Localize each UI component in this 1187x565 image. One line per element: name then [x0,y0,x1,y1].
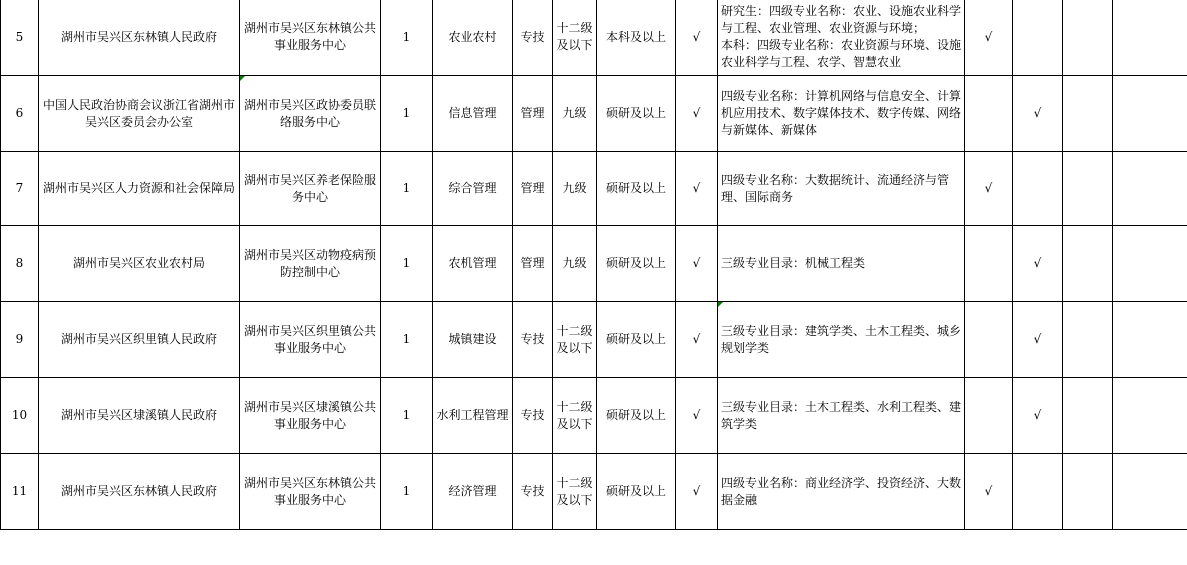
category-cell[interactable]: 管理 [513,226,553,302]
empty-cell[interactable] [1063,454,1113,530]
row-id[interactable]: 8 [1,226,39,302]
check-cell[interactable]: √ [676,0,718,76]
dept-cell[interactable]: 湖州市吴兴区农业农村局 [39,226,240,302]
mark-a-cell[interactable] [965,302,1013,378]
mark-b-cell[interactable]: √ [1013,76,1063,152]
level-cell[interactable]: 十二级及以下 [553,378,597,454]
row-id[interactable]: 7 [1,152,39,226]
level-cell[interactable]: 十二级及以下 [553,302,597,378]
mark-a-cell[interactable]: √ [965,454,1013,530]
level-cell[interactable]: 十二级及以下 [553,0,597,76]
education-cell[interactable]: 硕研及以上 [597,302,676,378]
education-cell[interactable]: 硕研及以上 [597,454,676,530]
education-cell[interactable]: 本科及以上 [597,0,676,76]
category-cell[interactable]: 管理 [513,76,553,152]
requirements-cell[interactable]: 研究生：四级专业名称：农业、设施农业科学与工程、农业管理、农业资源与环境； 本科：四级专业名称：农业资源与环境、设施农业科学与工程、农学、智慧农业 [718,0,965,76]
unit-cell[interactable]: 湖州市吴兴区动物疫病预防控制中心 [240,226,381,302]
unit-cell[interactable]: 湖州市吴兴区政协委员联络服务中心 [240,76,381,152]
empty-cell[interactable] [1063,302,1113,378]
check-cell[interactable]: √ [676,76,718,152]
requirements-cell[interactable]: 三级专业目录：土木工程类、水利工程类、建筑学类 [718,378,965,454]
table-row [1,76,1187,152]
empty-cell[interactable] [1063,76,1113,152]
mark-b-cell[interactable]: √ [1013,378,1063,454]
post-cell[interactable]: 综合管理 [433,152,513,226]
post-cell[interactable]: 水利工程管理 [433,378,513,454]
mark-b-cell[interactable]: √ [1013,226,1063,302]
row-id[interactable]: 6 [1,76,39,152]
requirements-cell[interactable]: 四级专业名称：计算机网络与信息安全、计算机应用技术、数字媒体技术、数字传媒、网络与新媒体、新媒体 [718,76,965,152]
empty-cell[interactable] [1113,226,1187,302]
education-cell[interactable]: 硕研及以上 [597,76,676,152]
mark-b-cell[interactable] [1013,0,1063,76]
count-cell[interactable]: 1 [381,226,433,302]
unit-cell[interactable]: 湖州市吴兴区东林镇公共事业服务中心 [240,0,381,76]
dept-cell[interactable]: 湖州市吴兴区埭溪镇人民政府 [39,378,240,454]
education-cell[interactable]: 硕研及以上 [597,378,676,454]
empty-cell[interactable] [1063,0,1113,76]
post-cell[interactable]: 信息管理 [433,76,513,152]
dept-cell[interactable]: 湖州市吴兴区东林镇人民政府 [39,454,240,530]
mark-a-cell[interactable]: √ [965,152,1013,226]
category-cell[interactable]: 专技 [513,454,553,530]
empty-cell[interactable] [1113,152,1187,226]
row-id[interactable]: 9 [1,302,39,378]
requirements-cell[interactable]: 三级专业目录：建筑学类、土木工程类、城乡规划学类 [718,302,965,378]
mark-a-cell[interactable] [965,226,1013,302]
row-id[interactable]: 5 [1,0,39,76]
mark-a-cell[interactable] [965,378,1013,454]
category-cell[interactable]: 专技 [513,302,553,378]
count-cell[interactable]: 1 [381,302,433,378]
mark-b-cell[interactable] [1013,152,1063,226]
check-cell[interactable]: √ [676,226,718,302]
unit-cell[interactable]: 湖州市吴兴区东林镇公共事业服务中心 [240,454,381,530]
row-id[interactable]: 10 [1,378,39,454]
level-cell[interactable]: 十二级及以下 [553,454,597,530]
post-cell[interactable]: 城镇建设 [433,302,513,378]
table-row [1,0,1187,76]
count-cell[interactable]: 1 [381,378,433,454]
unit-cell[interactable]: 湖州市吴兴区织里镇公共事业服务中心 [240,302,381,378]
empty-cell[interactable] [1113,302,1187,378]
check-cell[interactable]: √ [676,454,718,530]
count-cell[interactable]: 1 [381,454,433,530]
post-cell[interactable]: 农业农村 [433,0,513,76]
table-row [1,152,1187,226]
requirements-cell[interactable]: 三级专业目录：机械工程类 [718,226,965,302]
count-cell[interactable]: 1 [381,152,433,226]
dept-cell[interactable]: 湖州市吴兴区东林镇人民政府 [39,0,240,76]
check-cell[interactable]: √ [676,152,718,226]
dept-cell[interactable]: 湖州市吴兴区织里镇人民政府 [39,302,240,378]
empty-cell[interactable] [1063,378,1113,454]
table-row [1,378,1187,454]
count-cell[interactable]: 1 [381,76,433,152]
requirements-cell[interactable]: 四级专业名称：大数据统计、流通经济与管理、国际商务 [718,152,965,226]
category-cell[interactable]: 专技 [513,378,553,454]
mark-b-cell[interactable]: √ [1013,302,1063,378]
mark-a-cell[interactable] [965,76,1013,152]
level-cell[interactable]: 九级 [553,226,597,302]
count-cell[interactable]: 1 [381,0,433,76]
education-cell[interactable]: 硕研及以上 [597,226,676,302]
unit-cell[interactable]: 湖州市吴兴区埭溪镇公共事业服务中心 [240,378,381,454]
category-cell[interactable]: 管理 [513,152,553,226]
check-cell[interactable]: √ [676,302,718,378]
category-cell[interactable]: 专技 [513,0,553,76]
dept-cell[interactable]: 湖州市吴兴区人力资源和社会保障局 [39,152,240,226]
level-cell[interactable]: 九级 [553,76,597,152]
check-cell[interactable]: √ [676,378,718,454]
table-row [1,226,1187,302]
level-cell[interactable]: 九级 [553,152,597,226]
empty-cell[interactable] [1113,454,1187,530]
row-id[interactable]: 11 [1,454,39,530]
empty-cell[interactable] [1113,76,1187,152]
table-row [1,454,1187,530]
table-row [1,302,1187,378]
empty-cell[interactable] [1113,0,1187,76]
unit-cell[interactable]: 湖州市吴兴区养老保险服务中心 [240,152,381,226]
requirements-cell[interactable]: 四级专业名称：商业经济学、投资经济、大数据金融 [718,454,965,530]
dept-cell[interactable]: 中国人民政治协商会议浙江省湖州市吴兴区委员会办公室 [39,76,240,152]
empty-cell[interactable] [1113,378,1187,454]
mark-a-cell[interactable]: √ [965,0,1013,76]
education-cell[interactable]: 硕研及以上 [597,152,676,226]
mark-b-cell[interactable] [1013,454,1063,530]
post-cell[interactable]: 农机管理 [433,226,513,302]
empty-cell[interactable] [1063,152,1113,226]
post-cell[interactable]: 经济管理 [433,454,513,530]
empty-cell[interactable] [1063,226,1113,302]
